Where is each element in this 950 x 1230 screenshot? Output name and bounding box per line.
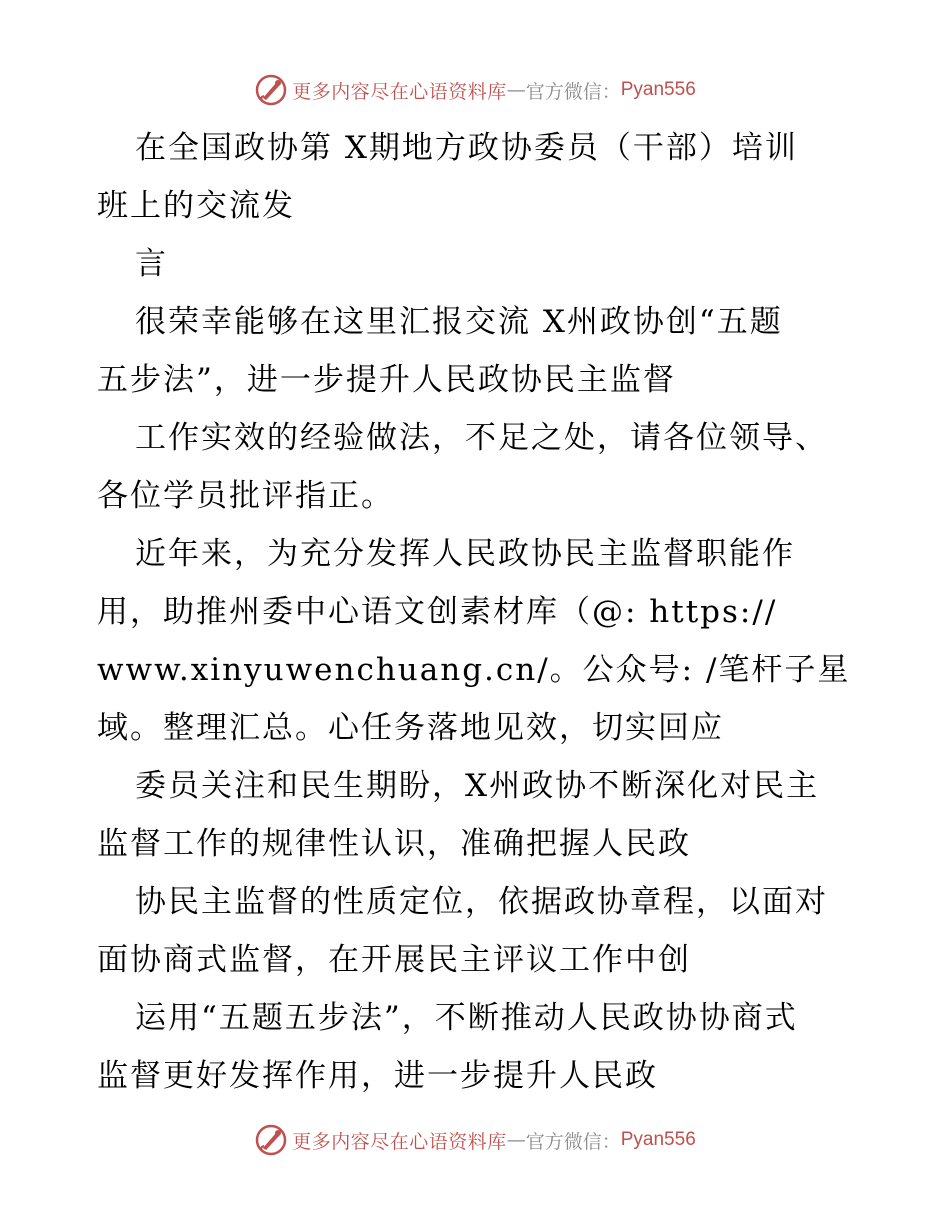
doc-line-5: 五步法”，进一步提升人民政协民主监督 (97, 362, 676, 398)
doc-line-8: 近年来，为充分发挥人民政协民主监督职能作 (135, 536, 795, 572)
doc-line-16: 运用“五题五步法”，不断推动人民政协协商式 (135, 1000, 798, 1036)
doc-line-10: www.xinyuwenchuang.cn/。公众号: /笔杆子星 (97, 652, 851, 688)
brush-logo-icon (254, 1123, 288, 1157)
doc-line-2: 班上的交流发 (97, 188, 295, 224)
watermark-main-text: 更多内容尽在心语资料库 (292, 1130, 507, 1153)
doc-line-17: 监督更好发挥作用，进一步提升人民政 (97, 1058, 658, 1094)
doc-line-1: 在全国政协第 X期地方政协委员（干部）培训 (135, 130, 798, 166)
doc-line-14: 协民主监督的性质定位，依据政协章程，以面对 (135, 884, 828, 920)
watermark-wechat-id: Pyan556 (620, 1129, 696, 1150)
watermark-wechat-id: Pyan556 (620, 79, 696, 100)
doc-line-7: 各位学员批评指正。 (97, 478, 394, 514)
doc-line-3: 言 (135, 246, 168, 282)
watermark-main-text: 更多内容尽在心语资料库 (292, 80, 507, 103)
doc-line-4: 很荣幸能够在这里汇报交流 X州政协创“五题 (135, 304, 783, 340)
brush-logo-icon (254, 73, 288, 107)
watermark-dash: — (506, 1129, 526, 1151)
footer-watermark (0, 1122, 950, 1158)
doc-line-6: 工作实效的经验做法，不足之处，请各位领导、 (135, 420, 828, 456)
watermark-label: 官方微信： (525, 80, 621, 103)
doc-line-15: 面协商式监督，在开展民主评议工作中创 (97, 942, 691, 978)
watermark-dash: — (506, 79, 526, 101)
doc-line-12: 委员关注和民生期盼，X州政协不断深化对民主 (135, 768, 820, 804)
doc-line-13: 监督工作的规律性认识，准确把握人民政 (97, 826, 691, 862)
doc-line-11: 域。整理汇总。心任务落地见效，切实回应 (97, 710, 724, 746)
watermark-label: 官方微信： (525, 1130, 621, 1153)
doc-line-9: 用，助推州委中心语文创素材库（@: https:// (97, 594, 778, 630)
header-watermark (0, 72, 950, 108)
